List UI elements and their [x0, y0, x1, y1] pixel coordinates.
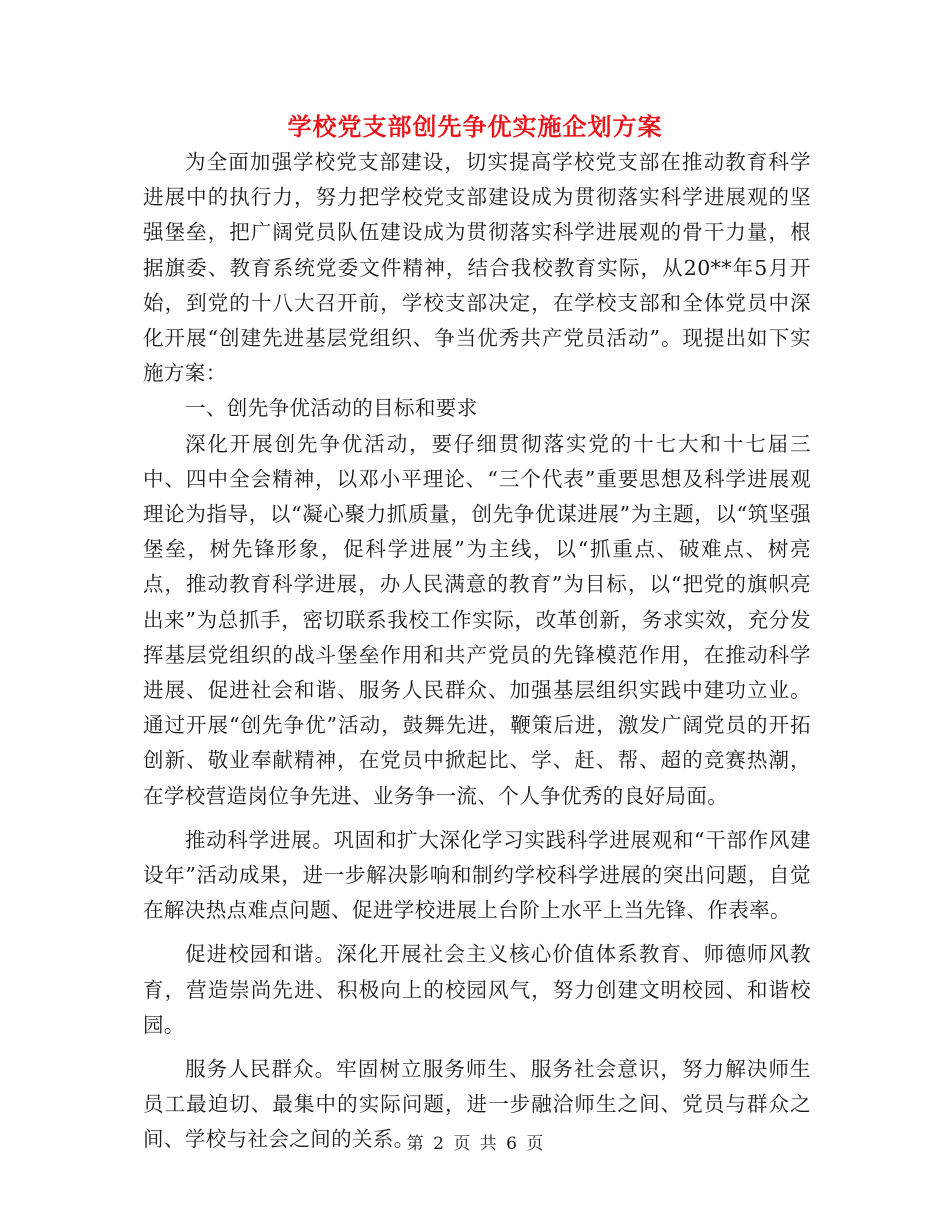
- document-title: 学校党支部创先争优实施企划方案: [287, 112, 663, 141]
- paragraph-campus-harmony: 促进校园和谐。深化开展社会主义核心价值体系教育、师德师风教育，营造崇尚先进、积极向上的校园风气，努力创建文明校园、和谐校园。: [143, 942, 811, 1037]
- document-body: [143, 145, 811, 1158]
- paragraph-goals: 深化开展创先争优活动，要仔细贯彻落实党的十七大和十七届三中、四中全会精神，以邓小平理论、“三个代表”重要思想及科学进展观理论为指导，以“凝心聚力抓质量，创先争优谋进展”为主题，以“筑坚强堡垒，树先锋形象，促科学进展”为主线，以“抓重点、破难点、树亮点，推动教育科学进展，办人民满意的教育”为目标，以“把党的旗帜亮出来”为总抓手，密切联系我校工作实际，改革创新，务求实效，充分发挥基层党组织的战斗堡垒作用和共产党员的先锋模范作用，在推动科学进展、促进社会和谐、服务人民群众、加强基层组织实践中建功立业。通过开展“创先争优”活动，鼓舞先进，鞭策后进，激发广阔党员的开拓创新、敬业奉献精神，在党员中掀起比、学、赶、帮、超的竞赛热潮，在学校营造岗位争先进、业务争一流、个人争优秀的良好局面。: [143, 431, 811, 808]
- paragraph-promote-development: 推动科学进展。巩固和扩大深化学习实践科学进展观和“干部作风建设年”活动成果，进一步解决影响和制约学校科学进展的突出问题，自觉在解决热点难点问题、促进学校进展上台阶上水平上当先锋、作表率。: [143, 827, 811, 923]
- page-number-footer: 第 2 页 共 6 页: [406, 1134, 544, 1154]
- paragraph-serve-people: 服务人民群众。牢固树立服务师生、服务社会意识，努力解决师生员工最迫切、最集中的实际问题，进一步融洽师生之间、党员与群众之间、学校与社会之间的关系。: [143, 1057, 811, 1152]
- section-heading: 一、创先争优活动的目标和要求: [185, 396, 478, 421]
- paragraph-intro: 为全面加强学校党支部建设，切实提高学校党支部在推动教育科学进展中的执行力，努力把学校党支部建设成为贯彻落实科学进展观的坚强堡垒，把广阔党员队伍建设成为贯彻落实科学进展观的骨干力量，根据旗委、教育系统党委文件精神，结合我校教育实际，从20**年5月开始，到党的十八大召开前，学校支部决定，在学校支部和全体党员中深化开展“创建先进基层党组织、争当优秀共产党员活动”。现提出如下实施方案：: [143, 150, 811, 386]
